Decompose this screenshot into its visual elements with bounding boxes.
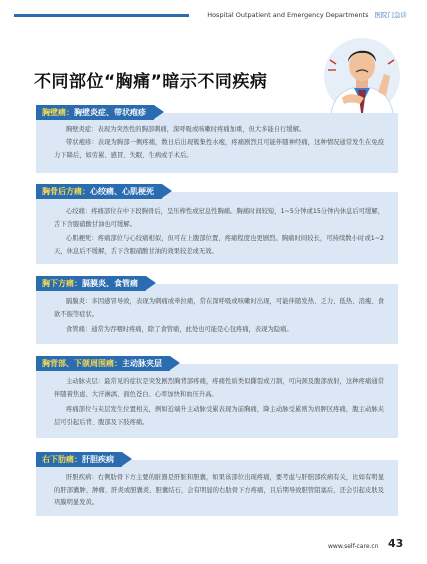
paragraph: 胸壁炎症：表现为突然性的胸部刺痛，深呼吸或咳嗽时疼痛加重，但大多能自行缓解。 <box>66 126 306 133</box>
page-number: 43 <box>388 537 404 550</box>
section-tag-main: 胸壁炎症、带状疱疹 <box>74 108 146 117</box>
section-tag-back-jaw <box>36 356 170 371</box>
doctor-chest-pain-illustration <box>318 34 402 120</box>
paragraph: 心绞痛：疼痛部位在中下段胸骨后，呈压榨性或窒息性胸痛。胸痛时间较短，1~5分钟或15分钟内休息后可缓解，舌下含服硝酸甘油也可缓解。 <box>54 208 384 228</box>
header-title-en: Hospital Outpatient and Emergency Departments <box>207 11 369 19</box>
page-title: 不同部位“胸痛”暗示不同疾病 <box>34 72 268 92</box>
paragraph: 肝胆疾病：右侧肋骨下方主要的脏器是肝脏和胆囊，如果该部位出现疼痛，要考虑与肝胆部疾病有关，比如有明显的肝部囊肿、肿瘤、肝炎或胆囊炎、胆囊结石，会有明显的右肋骨下方疼痛，且后期导致胆管阻塞后，还会引起皮肤及巩膜明显发黄。 <box>54 474 384 506</box>
header-stripe <box>14 14 189 17</box>
section-tag-right-rib <box>36 452 122 467</box>
section-tag-prefix: 胸骨后方痛： <box>42 187 90 196</box>
section-tag-main: 心绞痛、心肌梗死 <box>90 187 154 196</box>
paragraph: 带状疱疹：表现为胸部一侧疼痛，数日后出现簇集性水疱，疼痛剧烈且可能伴随神经痛，这种情况通常发生在免疫力下降后，如劳累、感冒、失眠、生病或手术后。 <box>54 139 384 159</box>
paragraph: 膈膜炎：多因感冒导致，表现为刺痛或牵拉痛，常在深呼吸或咳嗽时出现，可能伴随发热、乏力、低热、消瘦、食欲不振等症状。 <box>54 298 384 318</box>
section-tag-main: 肝胆疾病 <box>82 455 114 464</box>
section-tag-chest-wall <box>36 105 154 120</box>
section-tag-prefix: 胸壁痛： <box>42 108 74 117</box>
section-tag-prefix: 胸下方痛： <box>42 279 82 288</box>
paragraph: 疼痛部位与夹层发生位置相关，例如近端升主动脉受累表现为前胸痛，降主动脉受累则为肩胛区疼痛，腹主动脉夹层可引起后背、腹部及下肢疼痛。 <box>54 406 384 426</box>
paragraph: 心肌梗死：疼痛部位与心绞痛相似，但可在上腹部位置，疼痛程度也更剧烈。胸痛时间较长，可持续数小时或1~2天，休息后不缓解，舌下含服硝酸甘油的效果较差或无效。 <box>54 235 384 255</box>
footer-url: www.self-care.cn <box>328 543 379 550</box>
header-title-cn: 医院门急诊 <box>374 11 407 19</box>
paragraph: 主动脉夹层：最常见的症状是突发剧烈胸背部疼痛，疼痛性质类似撕裂或刀割，可向颈及腹部放射，这种疼痛通常伴随着焦虑、大汗淋漓、面色苍白、心率加快和血压升高。 <box>54 378 384 398</box>
section-tag-prefix: 右下肋痛： <box>42 455 82 464</box>
running-header-title <box>207 10 407 19</box>
section-tag-prefix: 胸背部、下颌周围痛： <box>42 359 122 368</box>
section-tag-main: 主动脉夹层 <box>122 359 162 368</box>
section-tag-main: 膈膜炎、食管痛 <box>82 279 138 288</box>
section-tag-lower-chest <box>36 276 146 291</box>
section-tag-retrosternal <box>36 184 162 199</box>
paragraph: 食管痛：通常为吞咽时疼痛，除了食管痛，此处也可能是心包疼痛，表现为隐痛。 <box>66 326 293 333</box>
